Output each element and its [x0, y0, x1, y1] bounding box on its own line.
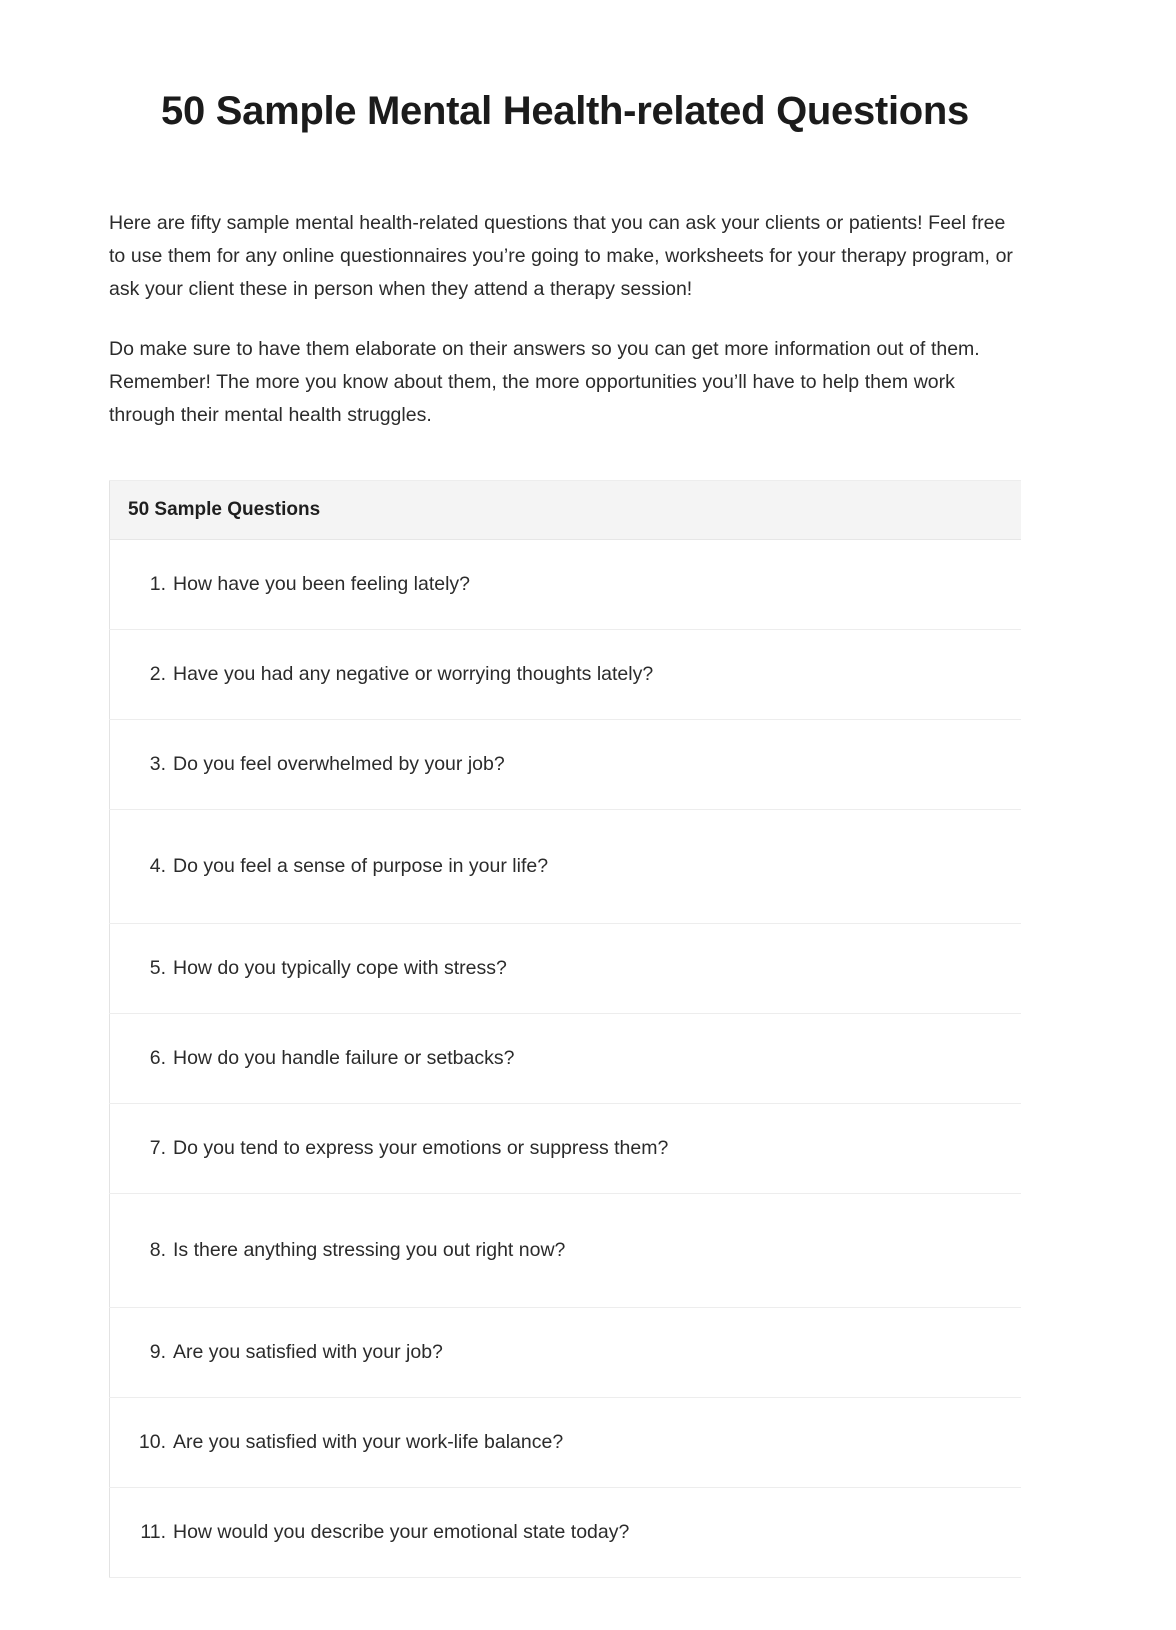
table-row: [110, 1307, 1022, 1397]
questions-table-body: [110, 539, 1022, 1577]
table-header-cell: 50 Sample Questions: [110, 480, 1022, 539]
document-content: [109, 0, 1021, 1578]
table-row: [110, 1397, 1022, 1487]
question-number: 7.: [149, 1136, 166, 1159]
questions-table-wrapper: [109, 480, 1021, 1578]
question-number: 3.: [149, 752, 166, 775]
question-text: How have you been feeling lately?: [173, 572, 471, 595]
page-title: 50 Sample Mental Health-related Questions: [161, 89, 969, 133]
table-row: [110, 629, 1022, 719]
question-cell: [110, 629, 1022, 719]
question-cell: [110, 1103, 1022, 1193]
question-text: Have you had any negative or worrying thoughts lately?: [173, 662, 654, 685]
question-cell: [110, 923, 1022, 1013]
question-number: 5.: [149, 956, 166, 979]
question-number: 9.: [149, 1340, 166, 1363]
intro-section: [109, 207, 1021, 432]
table-row: [110, 1193, 1022, 1307]
question-text: How do you handle failure or setbacks?: [173, 1046, 515, 1069]
question-text: Are you satisfied with your work-life balance?: [173, 1430, 564, 1453]
question-cell: [110, 1193, 1022, 1307]
table-row: [110, 1487, 1022, 1577]
question-number: 2.: [149, 662, 166, 685]
question-text: Do you feel a sense of purpose in your life?: [173, 854, 549, 877]
question-text: Do you tend to express your emotions or suppress them?: [173, 1136, 669, 1159]
table-row: [110, 539, 1022, 629]
question-cell: [110, 719, 1022, 809]
questions-table-head: [110, 480, 1022, 539]
question-text: How do you typically cope with stress?: [173, 956, 507, 979]
question-cell: [110, 1307, 1022, 1397]
question-text: Are you satisfied with your job?: [173, 1340, 443, 1363]
question-cell: [110, 539, 1022, 629]
table-row: [110, 1103, 1022, 1193]
question-text: Do you feel overwhelmed by your job?: [173, 752, 505, 775]
question-number: 6.: [149, 1046, 166, 1069]
question-text: Is there anything stressing you out right now?: [173, 1238, 566, 1261]
table-row: [110, 1013, 1022, 1103]
question-text: How would you describe your emotional state today?: [173, 1520, 630, 1543]
question-number: 10.: [138, 1430, 166, 1453]
question-number: 11.: [140, 1520, 166, 1543]
table-row: [110, 719, 1022, 809]
question-cell: [110, 809, 1022, 923]
questions-table: [109, 480, 1021, 1578]
question-number: 1.: [149, 572, 166, 595]
question-number: 4.: [149, 854, 166, 877]
table-row: [110, 923, 1022, 1013]
question-cell: [110, 1487, 1022, 1577]
table-row: [110, 809, 1022, 923]
table-header-row: [110, 480, 1022, 539]
question-cell: [110, 1013, 1022, 1103]
question-cell: [110, 1397, 1022, 1487]
intro-paragraph-1: Here are fifty sample mental health-related questions that you can ask your clients or patients! Feel free to use them for any online questionnaires you’re going to make, worksheets for your therapy program, or ask your client these in person when they attend a therapy session!: [109, 212, 1013, 300]
question-number: 8.: [149, 1238, 166, 1261]
intro-paragraph-2: Do make sure to have them elaborate on their answers so you can get more information out of them. Remember! The more you know about them, the more opportunities you’ll have to help them work through their mental health struggles.: [109, 338, 980, 426]
